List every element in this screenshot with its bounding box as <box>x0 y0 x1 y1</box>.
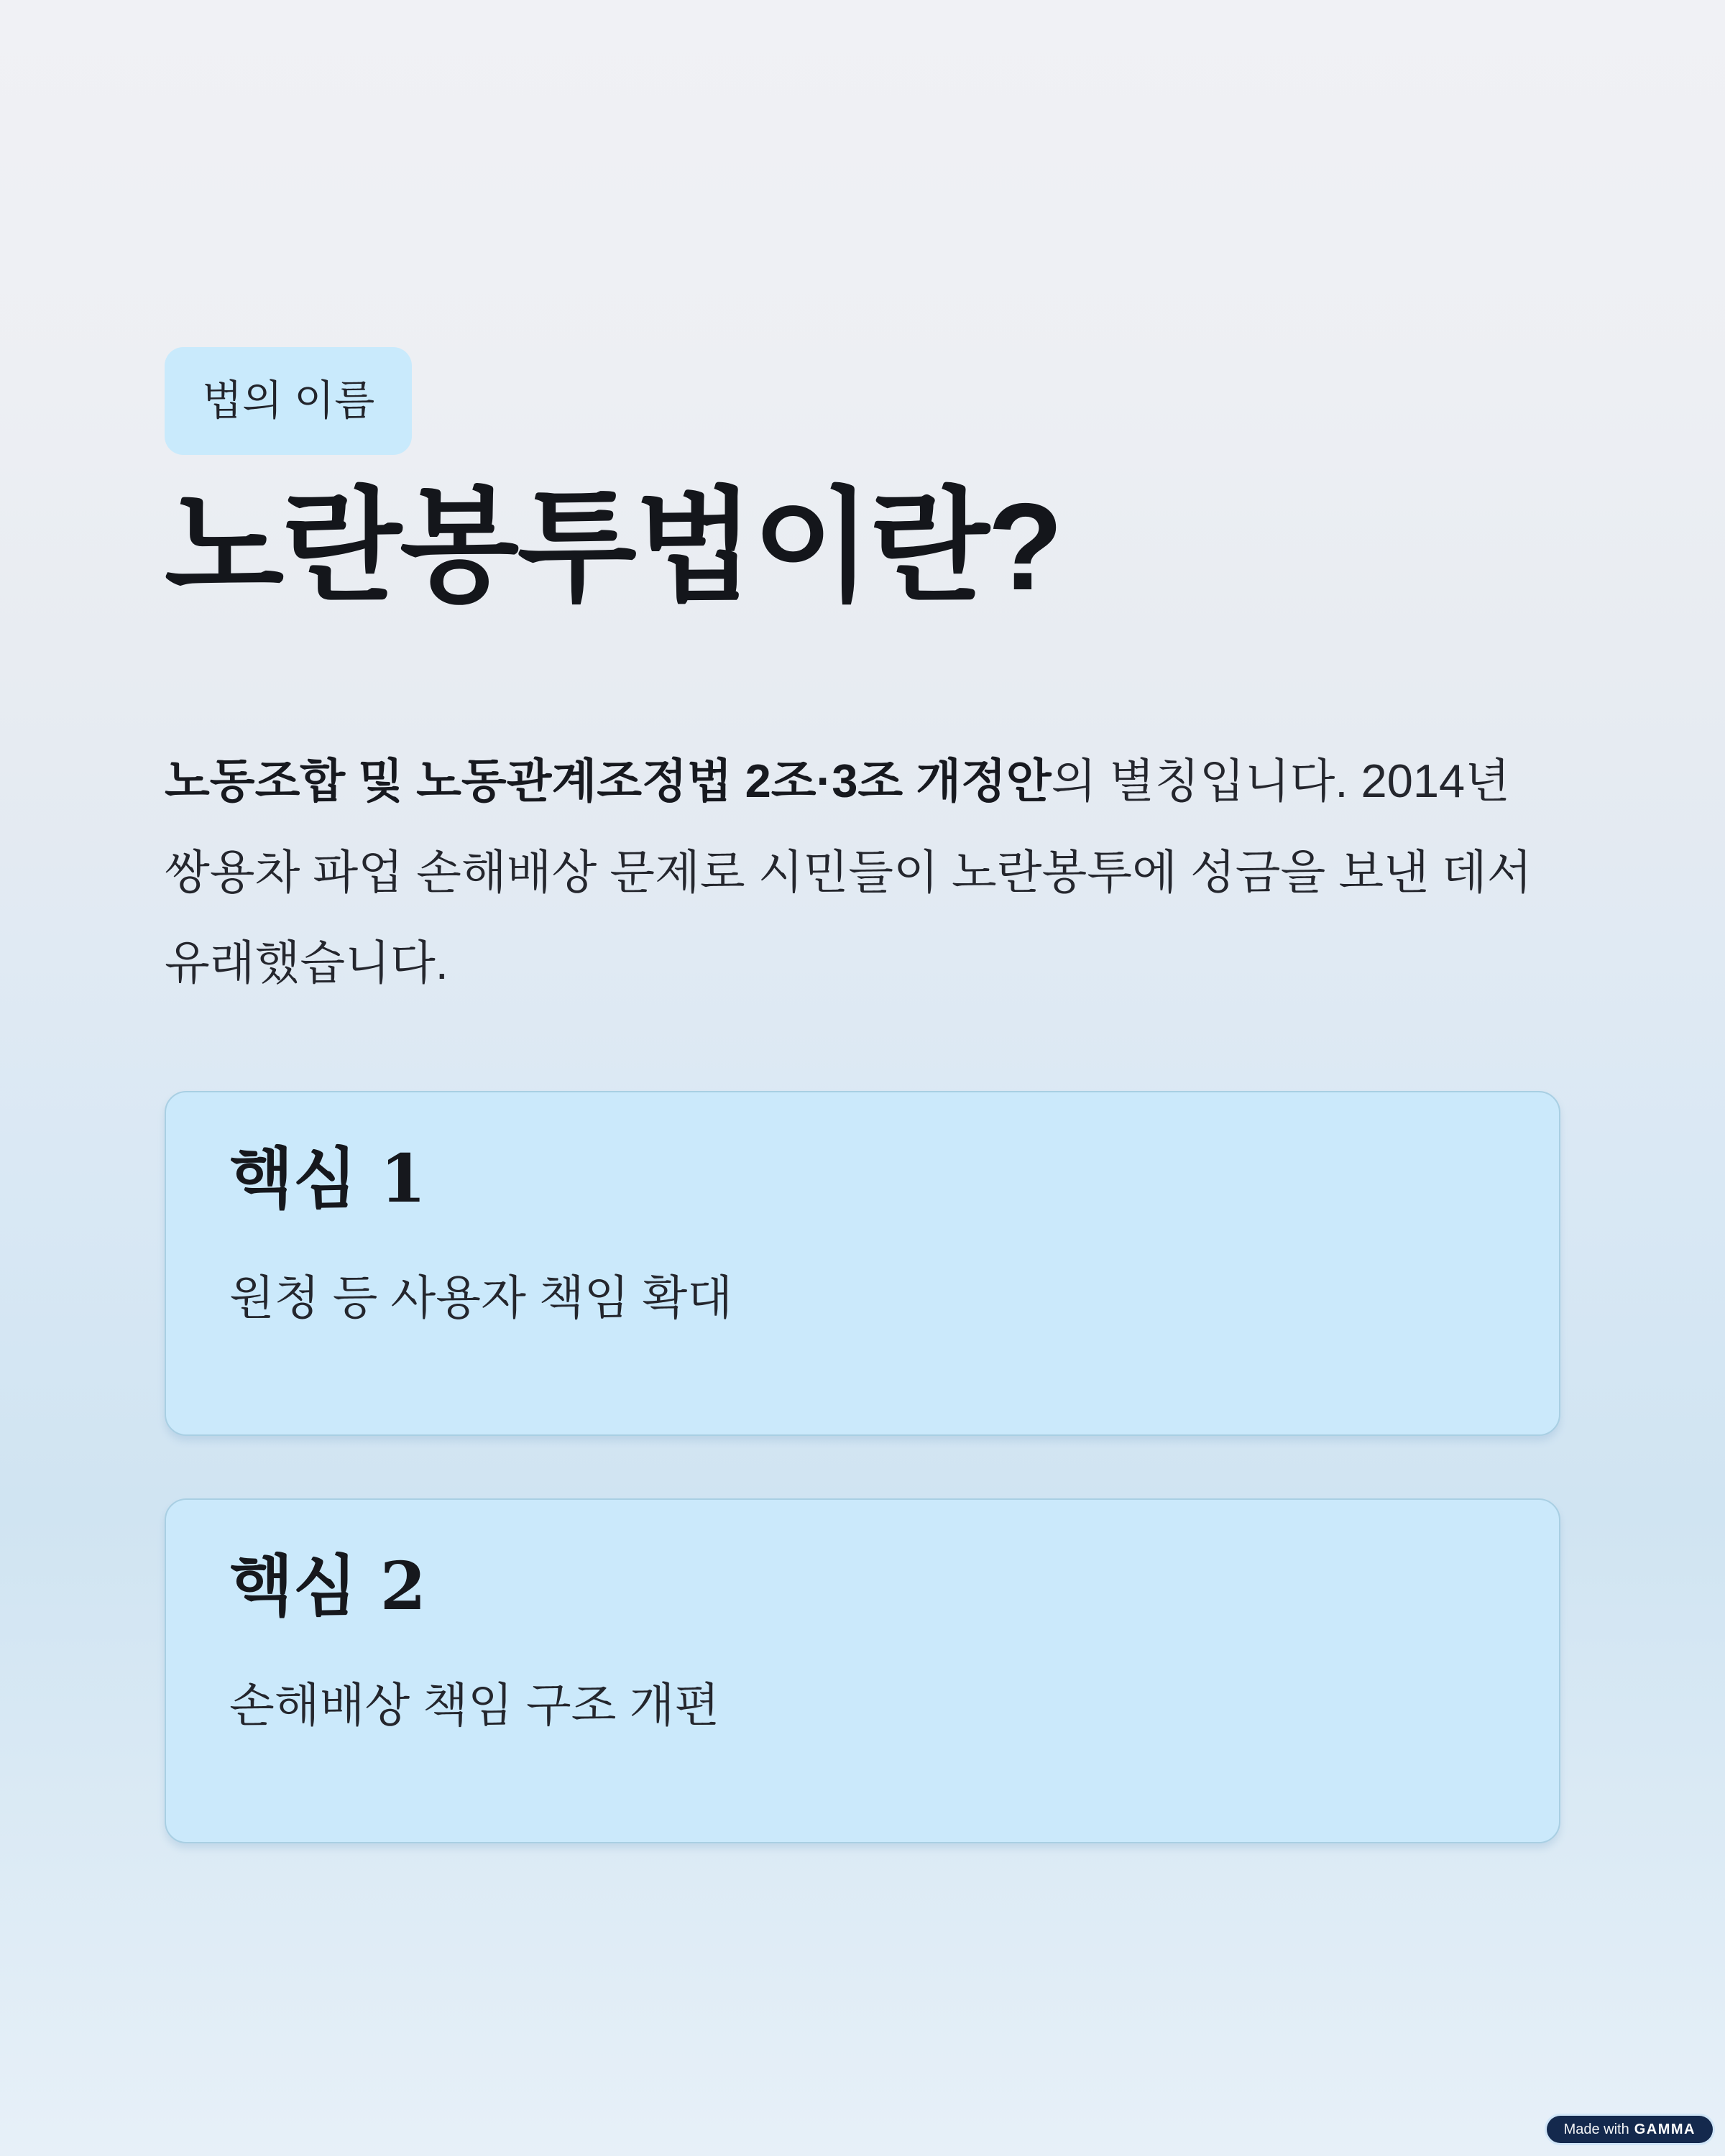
gamma-logo: GAMMA <box>1634 2121 1696 2137</box>
made-with-label: Made with <box>1563 2121 1629 2137</box>
intro-bold-text: 노동조합 및 노동관계조정법 2조·3조 개정안 <box>165 754 1052 807</box>
key-point-1-body: 원청 등 사용자 책임 확대 <box>229 1271 733 1324</box>
made-with-gamma-badge[interactable] <box>1547 2116 1713 2143</box>
category-badge <box>165 347 412 455</box>
key-point-2-heading: 핵심 2 <box>229 1547 426 1626</box>
intro-paragraph <box>165 736 1560 1009</box>
page-title: 노란봉투법이란? <box>165 477 1062 616</box>
key-point-1-heading: 핵심 1 <box>229 1140 426 1218</box>
key-point-card-2 <box>165 1498 1560 1843</box>
category-badge-label: 법의 이름 <box>202 377 375 424</box>
key-point-card-1 <box>165 1091 1560 1436</box>
key-point-2-body: 손해배상 책임 구조 개편 <box>229 1678 720 1731</box>
intro-rest-text: 의 별칭입니다. 2014년 쌍용차 파업 손해배상 문제로 시민들이 노란봉투에 성금을 보낸 데서 유래했습니다. <box>165 754 1532 990</box>
